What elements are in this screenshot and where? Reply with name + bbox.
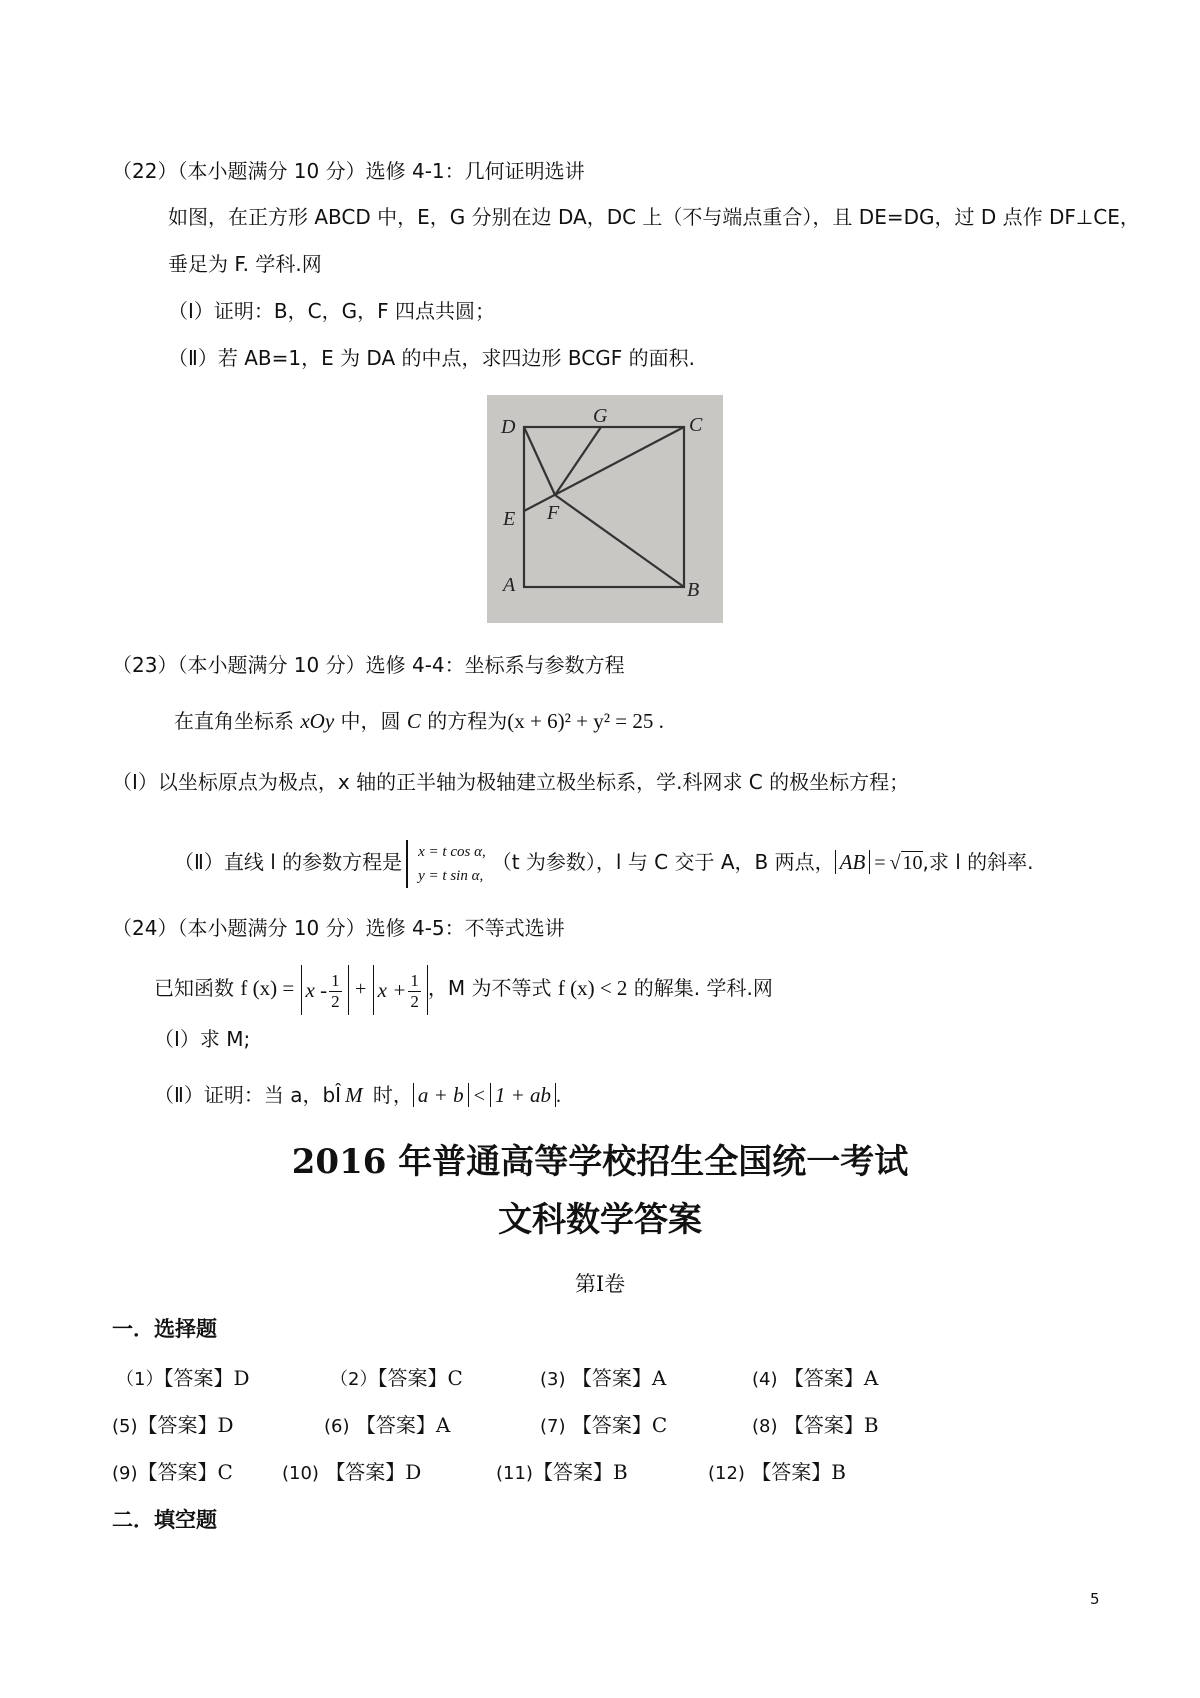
answer-number: (11) <box>496 1463 533 1484</box>
q23-part2-pre: （Ⅱ）直线 l 的参数方程是 <box>174 850 403 874</box>
answer-value: 【答案】C <box>377 1366 463 1390</box>
answer-value: 【答案】A <box>571 1366 667 1390</box>
q24-period: . <box>556 1085 562 1107</box>
volume-label: 第Ⅰ卷 <box>574 1272 626 1296</box>
answer-item <box>496 1456 628 1485</box>
param-x: x = t cos α, <box>418 843 486 860</box>
answer-value: 【答案】C <box>571 1413 668 1437</box>
fraction-2-num: 1 <box>410 971 419 991</box>
q24-mid: ，M 为不等式 <box>427 976 552 1000</box>
page-number: 5 <box>1090 1590 1100 1608</box>
answer-title-line2: 文科数学答案 <box>498 1200 702 1240</box>
answer-number: (3) <box>540 1369 566 1390</box>
answer-item <box>752 1362 878 1391</box>
label-e: E <box>503 508 516 530</box>
q24-statement <box>154 960 773 1017</box>
segment-fg <box>555 427 601 495</box>
answer-number: （1） <box>116 1369 164 1390</box>
answer-number: (10) <box>282 1463 319 1484</box>
label-f: F <box>547 502 560 524</box>
fraction-2 <box>408 971 421 1012</box>
q24-header: （24）（本小题满分 10 分）选修 4-5：不等式选讲 <box>112 916 565 940</box>
segment-fb <box>555 495 684 587</box>
answer-item <box>282 1456 421 1485</box>
q24-pre: 已知函数 <box>154 976 234 1000</box>
answer-item <box>752 1409 879 1438</box>
answer-item <box>112 1409 234 1438</box>
abs-1-plus-ab: 1 + ab <box>490 1083 556 1107</box>
fraction-1-num: 1 <box>331 971 340 991</box>
q24-part1: （Ⅰ）求 M; <box>154 1027 251 1051</box>
q23-equation: (x + 6)² + y² = 25 . <box>507 709 664 733</box>
q22-header: （22）（本小题满分 10 分）选修 4-1：几何证明选讲 <box>112 159 585 183</box>
section1-title: 一．选择题 <box>112 1317 217 1341</box>
q22-part2: （Ⅱ）若 AB=1，E 为 DA 的中点，求四边形 BCGF 的面积. <box>168 346 695 370</box>
answer-value: 【答案】D <box>325 1460 422 1484</box>
q23-equals: = <box>874 852 886 874</box>
q23-part2-post: ,求 l 的斜率. <box>922 850 1034 874</box>
fraction-1-den: 2 <box>331 992 340 1012</box>
segment-ce <box>524 427 684 511</box>
abs-term-1 <box>301 965 349 1015</box>
answer-item <box>324 1409 450 1438</box>
q22-statement-line2: 垂足为 F. 学科.网 <box>168 252 322 276</box>
q23-intro-pre: 在直角坐标系 <box>174 709 301 733</box>
answer-item <box>112 1456 233 1485</box>
answer-value: 【答案】B <box>783 1413 879 1437</box>
answer-item <box>116 1362 250 1391</box>
q23-intro-mid: 中，圆 <box>334 709 407 733</box>
sqrt-sign: √ <box>889 852 901 874</box>
q24-part2 <box>154 1081 561 1110</box>
answer-number: (4) <box>752 1369 778 1390</box>
q24-post: 的解集. 学科.网 <box>633 976 773 1000</box>
q24-inequality: f (x) < 2 <box>557 976 628 1000</box>
fraction-2-den: 2 <box>410 992 419 1012</box>
abs2-var: x + <box>377 977 407 1002</box>
answer-number: (9) <box>112 1463 138 1484</box>
answer-number: （2） <box>330 1369 378 1390</box>
label-c: C <box>689 414 703 436</box>
answer-number: (8) <box>752 1416 778 1437</box>
answer-item <box>330 1362 463 1391</box>
q23-part2-mid: （t 为参数），l 与 C 交于 A，B 两点， <box>491 850 835 874</box>
abs1-var: x - <box>305 977 328 1002</box>
q23-part1: （Ⅰ）以坐标原点为极点，x 轴的正半轴为极轴建立极坐标系，学.科网求 C 的极坐标方程； <box>112 770 910 794</box>
answer-number: (7) <box>540 1416 566 1437</box>
q23-header: （23）（本小题满分 10 分）选修 4-4：坐标系与参数方程 <box>112 653 625 677</box>
abs-term-2 <box>373 965 428 1015</box>
fraction-1 <box>329 971 342 1012</box>
answer-title-line1: 2016 年普通高等学校招生全国统一考试 <box>291 1142 909 1182</box>
geometry-figure <box>487 395 723 623</box>
label-a: A <box>503 574 516 596</box>
label-b: B <box>687 579 700 601</box>
q23-intro-var: xOy <box>300 709 335 733</box>
answer-item <box>540 1409 667 1438</box>
q23-intro-post: 的方程为 <box>420 709 508 733</box>
q23-part2 <box>174 832 1034 893</box>
q22-part1: （Ⅰ）证明：B，C，G，F 四点共圆； <box>168 299 495 323</box>
answer-value: 【答案】B <box>532 1460 628 1484</box>
label-d: D <box>501 416 516 438</box>
answer-value: 【答案】A <box>355 1413 451 1437</box>
answer-value: 【答案】D <box>163 1366 250 1390</box>
q24-plus: + <box>354 978 367 1000</box>
answer-number: (12) <box>708 1463 745 1484</box>
q24-lt: < <box>473 1085 485 1107</box>
q23-intro <box>174 707 664 735</box>
abs-ab: AB <box>835 850 871 874</box>
section2-title: 二．填空题 <box>112 1508 217 1532</box>
sqrt-value: 10 <box>902 852 923 874</box>
answer-value: 【答案】D <box>137 1413 234 1437</box>
label-g: G <box>593 405 608 427</box>
q23-intro-c: C <box>406 709 421 733</box>
segment-df <box>524 427 555 495</box>
answer-number: (5) <box>112 1416 138 1437</box>
answer-value: 【答案】B <box>751 1460 847 1484</box>
square-abcd-diagram <box>487 395 723 623</box>
param-y: y = t sin α, <box>418 867 484 884</box>
answer-number: (6) <box>324 1416 350 1437</box>
q24-part2-pre: （Ⅱ）证明：当 a，bÎ <box>154 1083 342 1107</box>
abs-a-plus-b: a + b <box>413 1083 469 1107</box>
q24-part2-m: M <box>345 1083 363 1107</box>
q22-statement-line1: 如图，在正方形 ABCD 中，E，G 分别在边 DA，DC 上（不与端点重合），且 DE=DG，过 D 点作 DF⊥CE， <box>168 205 1140 229</box>
answer-value: 【答案】C <box>137 1460 233 1484</box>
answer-value: 【答案】A <box>783 1366 879 1390</box>
answer-item <box>708 1456 846 1485</box>
parametric-system <box>406 840 486 888</box>
q24-fx: f (x) = <box>240 976 295 1000</box>
answer-item <box>540 1362 666 1391</box>
q24-part2-mid: 时， <box>366 1083 413 1107</box>
